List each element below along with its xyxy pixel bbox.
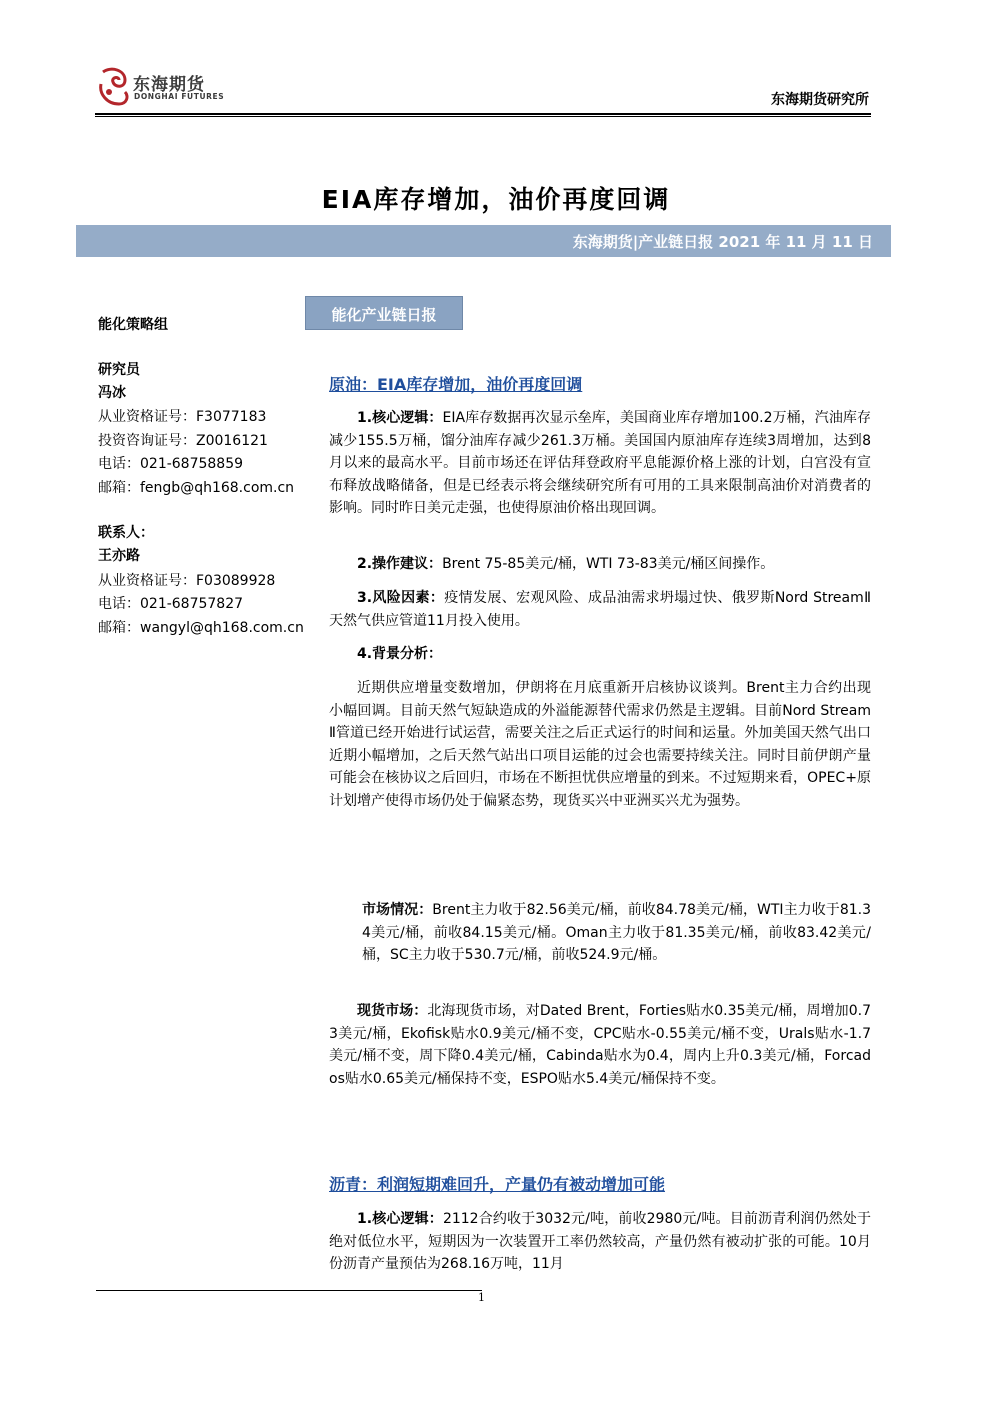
crude-operation-text: Brent 75-85美元/桶，WTI 73-83美元/桶区间操作。 [442, 556, 775, 572]
crude-risk-label: 3.风险因素： [357, 590, 445, 606]
crude-background-label-text: 4.背景分析： [357, 646, 443, 662]
researcher-email: 邮箱：fengb@qh168.com.cn [98, 480, 295, 496]
crude-core-logic-text: EIA库存数据再次显示垒库，美国商业库存增加100.2万桶，汽油库存减少155.5万桶，馏分油库存减少261.3万桶。美国国内原油库存连续3周增加，达到8月以来的最高水平。目前市场还在评估拜登政府平息能源价格上涨的计划，白宫没有宣布释放战略储备，但是已经表示将会继续研究所有可用的工具来限制高油价对消费者的影响。同时昨日美元走强，也使得原油价格出现回调。 [329, 410, 871, 516]
researcher-name: 冯冰 [98, 385, 126, 401]
dragon-emblem-icon [97, 66, 131, 108]
researcher-qualification: 从业资格证号：F3077183 [98, 409, 267, 425]
contact-qualification: 从业资格证号：F03089928 [98, 573, 276, 589]
page-number: 1 [478, 1291, 485, 1304]
crude-spot-text: 北海现货市场，对Dated Brent，Forties贴水0.35美元/桶，周增加0.73美元/桶，Ekofisk贴水0.9美元/桶不变，CPC贴水-0.55美元/桶不变，Urals贴水-1.7美元/桶不变，周下降0.4美元/桶，Cabinda贴水为0.4，周内上升0.3美元/桶，Forcados贴水0.65美元/桶保持不变，ESPO贴水5.4美元/桶保持不变。 [329, 1003, 872, 1087]
crude-background-label [329, 643, 871, 666]
logo-english-text: DONGHAI FUTURES [134, 92, 225, 101]
crude-market-label: 市场情况： [362, 902, 433, 918]
crude-operation-label: 2.操作建议： [357, 556, 443, 572]
header-rule-thin [95, 116, 871, 117]
asphalt-section-title: 沥青：利润短期难回升，产量仍有被动增加可能 [329, 1175, 666, 1194]
crude-spot-market [329, 1000, 871, 1090]
researcher-phone: 电话：021-68758859 [98, 456, 244, 472]
tag-label: 能化产业链日报 [331, 306, 437, 324]
report-category-tag [305, 296, 463, 330]
institute-name: 东海期货研究所 [771, 92, 869, 108]
crude-core-logic [329, 407, 871, 520]
contact-email: 邮箱：wangyl@qh168.com.cn [98, 620, 304, 636]
contact-phone: 电话：021-68757827 [98, 596, 244, 612]
researcher-heading: 研究员 [98, 362, 140, 378]
researcher-advisory-license: 投资咨询证号：Z0016121 [98, 433, 268, 449]
contact-heading: 联系人： [98, 525, 154, 541]
crude-risk-factors [329, 587, 871, 632]
crude-spot-label: 现货市场： [357, 1003, 428, 1019]
report-title: EIA库存增加，油价再度回调 [321, 185, 671, 214]
contact-name: 王亦路 [98, 548, 140, 564]
crude-core-logic-label: 1.核心逻辑： [357, 410, 443, 426]
header-rule [95, 113, 871, 115]
crude-market-text: Brent主力收于82.56美元/桶，前收84.78美元/桶，WTI主力收于81.34美元/桶，前收84.15美元/桶。Oman主力收于81.35美元/桶，前收83.42美元/桶，SC主力收于530.7元/桶，前收524.9元/桶。 [362, 902, 871, 963]
team-name: 能化策略组 [98, 317, 168, 333]
crude-background-text: 近期供应增量变数增加，伊朗将在月底重新开启核协议谈判。Brent主力合约出现小幅回调。目前天然气短缺造成的外溢能源替代需求仍然是主逻辑。目前Nord StreamⅡ管道已经开始进行试运营，需要关注之后正式运行的时间和运量。外加美国天然气出口近期小幅增加，之后天然气站出口项目运能的过会也需要持续关注。同时目前伊朗产量可能会在核协议之后回归，市场在不断担忧供应增量的到来。不过短期来看，OPEC+原计划增产使得市场仍处于偏紧态势，现货买兴中亚洲买兴尤为强势。 [329, 680, 871, 809]
footer-rule [96, 1290, 482, 1291]
banner-date-text: 东海期货|产业链日报 2021 年 11 月 11 日 [572, 233, 873, 251]
report-banner [76, 225, 891, 257]
donghai-logo [97, 66, 227, 110]
crude-section-title: 原油：EIA库存增加，油价再度回调 [329, 375, 583, 394]
crude-market-situation [362, 899, 871, 967]
logo-chinese-text: 东海期货 [133, 75, 205, 95]
asphalt-core-logic [329, 1208, 871, 1276]
asphalt-core-logic-text: 2112合约收于3032元/吨，前收2980元/吨。目前沥青利润仍然处于绝对低位水平，短期因为一次装置开工率仍然较高，产量仍然有被动扩张的可能。10月份沥青产量预估为268.16万吨，11月 [329, 1211, 872, 1272]
crude-operation-advice [329, 553, 871, 576]
asphalt-core-logic-label: 1.核心逻辑： [357, 1211, 443, 1227]
crude-risk-text: 疫情发展、宏观风险、成品油需求坍塌过快、俄罗斯Nord StreamⅡ天然气供应管道11月投入使用。 [329, 590, 871, 629]
